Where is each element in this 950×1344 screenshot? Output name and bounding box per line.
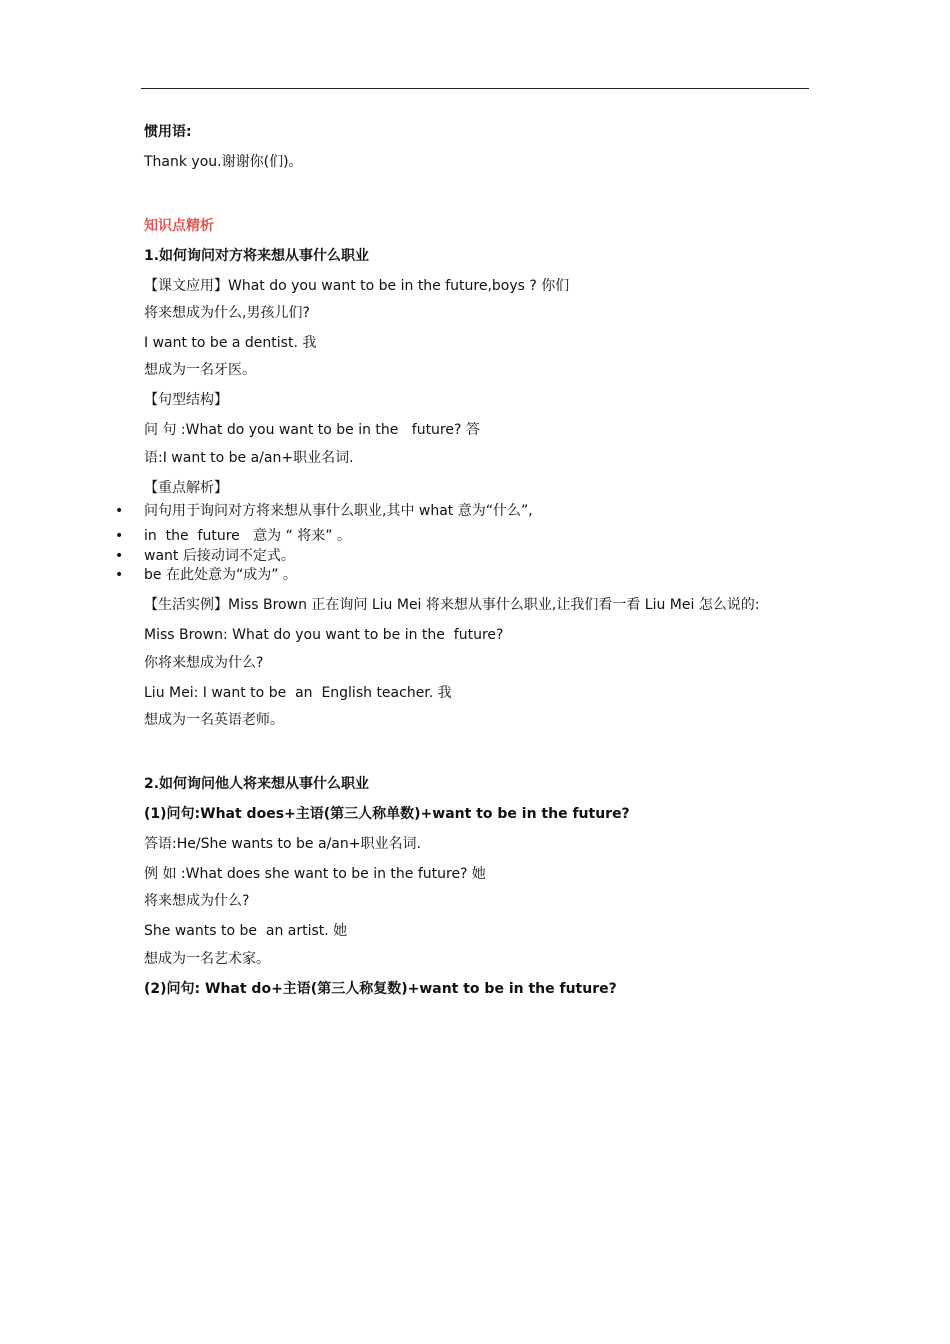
idioms-heading: 惯用语: <box>144 124 192 140</box>
bullet-item: want 后接动词不定式。 <box>144 548 295 564</box>
header-rule <box>141 88 809 89</box>
example-line-4: 想成为一名艺术家。 <box>144 951 270 967</box>
structure-label: 【句型结构】 <box>144 392 228 408</box>
text-application-line-2: 将来想成为什么,男孩儿们? <box>144 305 310 321</box>
bullet-item: be 在此处意为“成为” 。 <box>144 567 297 583</box>
text-application-line-4: 想成为一名牙医。 <box>144 362 256 378</box>
example-line-2: 将来想成为什么? <box>144 893 250 909</box>
life-example-line-1: 【生活实例】Miss Brown 正在询问 Liu Mei 将来想从事什么职业,让我们看一看 Liu Mei 怎么说的: <box>144 597 760 613</box>
idioms-line: Thank you.谢谢你(们)。 <box>144 154 303 170</box>
question-pattern-2: (2)问句: What do+主语(第三人称复数)+want to be in the future? <box>144 981 617 997</box>
example-line-1: 例 如 :What does she want to be in the future? 她 <box>144 866 486 882</box>
bullet-dot-icon: • <box>115 503 124 519</box>
bullet-dot-icon: • <box>115 528 124 544</box>
example-line-3: She wants to be an artist. 她 <box>144 923 348 939</box>
life-example-line-5: 想成为一名英语老师。 <box>144 712 284 728</box>
answer-pattern-1: 答语:He/She wants to be a/an+职业名词. <box>144 836 421 852</box>
structure-line-2: 语:I want to be a/an+职业名词. <box>144 450 354 466</box>
section-1-title: 1.如何询问对方将来想从事什么职业 <box>144 248 370 264</box>
bullet-item: 问句用于询问对方将来想从事什么职业,其中 what 意为“什么”, <box>144 503 533 519</box>
question-pattern-1: (1)问句:What does+主语(第三人称单数)+want to be in the future? <box>144 806 630 822</box>
structure-line-1: 问 句 :What do you want to be in the future? 答 <box>144 422 480 438</box>
life-example-line-4: Liu Mei: I want to be an English teacher. 我 <box>144 685 452 701</box>
text-application-line-1: 【课文应用】What do you want to be in the future,boys ? 你们 <box>144 278 570 294</box>
bullet-item: in the future 意为 “ 将来” 。 <box>144 528 351 544</box>
bullet-dot-icon: • <box>115 567 124 583</box>
section-2-title: 2.如何询问他人将来想从事什么职业 <box>144 776 370 792</box>
life-example-line-3: 你将来想成为什么? <box>144 655 264 671</box>
text-application-line-3: I want to be a dentist. 我 <box>144 335 317 351</box>
analysis-heading: 知识点精析 <box>144 218 214 234</box>
bullet-dot-icon: • <box>115 548 124 564</box>
life-example-line-2: Miss Brown: What do you want to be in the future? <box>144 627 504 643</box>
key-analysis-label: 【重点解析】 <box>144 480 228 496</box>
